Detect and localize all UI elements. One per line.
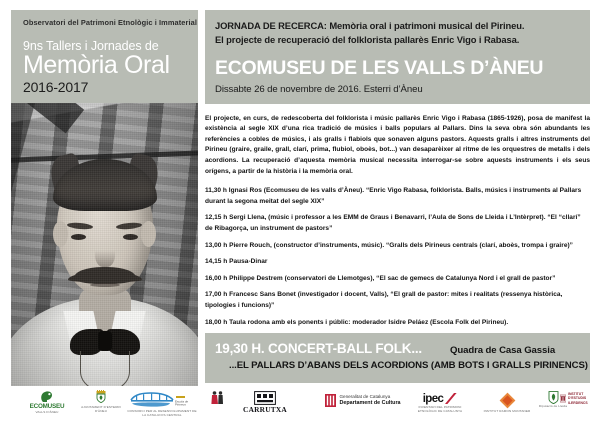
photo-mouth	[90, 283, 120, 287]
dona-figure-icon	[208, 390, 226, 408]
logo-ajuntament-caption: AJUNTAMENT D’ESTERRI D’ÀNEU	[81, 405, 121, 413]
photo-bow-tie-knot	[98, 331, 112, 351]
logo-consorci	[126, 392, 198, 417]
photo-eye-left	[71, 234, 86, 240]
schedule-item: 14,15 h Pausa-Dinar	[205, 258, 268, 266]
schedule-item: 18,00 h Taula rodona amb els ponents i públic: moderador Isidre Peláez (Escola Folk del Pirineu).	[205, 318, 509, 326]
left-column	[11, 10, 198, 386]
description-paragraph: El projecte, en curs, de redescoberta del folklorista i músic pallarès Enric Vigo i Rabasa (1865-1926), posa de manifest la existència al segle XIX d’una rica tradició de músics i balls populars al Pallars. Dins la seva obra són abundants les referències a cobles de músics, i als gralls i flabiols que sonaven alguns pastors. Aquests gralls i altres instruments del Pirineu (graire, graile, grall, clarí, prima, flubiol, oboès, bot...) van desaparèixer al ritme de les orquestres de metalls i dels acordions. La recuperació d’aquesta memòria musical necessita interrogar-se sobre aquests instruments i els seus orígens, a partir de la història i la memòria oral.	[205, 114, 590, 175]
portrait-photo	[11, 103, 198, 386]
logo-ecomuseu-caption: VALLS D’ÀNEU	[35, 410, 59, 414]
schedule-list	[205, 186, 590, 328]
svg-text:Escola de: Escola de	[175, 399, 189, 404]
photo-nose	[95, 237, 115, 267]
logo-ajuntament	[80, 390, 122, 413]
concert-subtitle: ...EL PALLARS D’ABANS DELS ACORDIONS (AMB BOTS I GRALLS PIRINENCS)	[229, 360, 588, 371]
logo-irmu-caption: INSTITUT RAMON MUNTANER	[483, 409, 531, 413]
schedule-item: 17,00 h Francesc Sans Bonet (investigador i docent, Valls), “El grall de pastor: mites i realitats (ressenya històrica, tipologies i funcions)”	[205, 291, 563, 309]
logo-carrutxa	[236, 391, 294, 414]
left-title-panel	[11, 10, 198, 103]
schedule-item: 12,15 h Sergi Llena, (músic i professor a les EMM de Graus i Benavarri, l’Aula de Sons de Lleida i L’Intèrpret). “El “cllarí” de Ribagorça, un instrument de pastors”	[205, 214, 581, 233]
years-label: 2016-2017	[23, 78, 89, 95]
concert-headline-row	[215, 341, 580, 356]
schedule-item: 11,30 h Ignasi Ros (Ecomuseu de les valls d’Àneu). “Enric Vigo Rabasa, folklorista. Balls, músics i instruments al Pallars durant la segona meitat del segle XIX”	[205, 187, 582, 205]
concert-venue: Quadra de Casa Gassia	[449, 345, 556, 356]
logo-ecomuseu-name: ECOMUSEU	[29, 403, 65, 410]
header-panel	[205, 10, 590, 104]
logo-iei-caption: INSTITUT D’ESTUDIS ILERDENCS	[568, 392, 588, 405]
event-date: Dissabte 26 de novembre de 2016. Esterri d’Àneu	[215, 83, 423, 95]
logo-ecomuseu	[22, 390, 72, 415]
photo-ear-left	[53, 221, 68, 247]
page-title: Memòria Oral	[23, 51, 170, 80]
logo-consorci-caption: CONSORCI PER AL DESENVOLUPAMENT DE LA CATALUNYA CENTRAL	[127, 409, 197, 417]
right-column	[205, 10, 590, 334]
carrutxa-mark-icon	[254, 391, 276, 405]
series-label: 9ns Tallers i Jornades de	[23, 39, 159, 54]
logo-generalitat-caption: Departament de Cultura	[339, 399, 401, 406]
ecomuseu-tree-icon	[39, 390, 55, 403]
logo-generalitat-name: Generalitat de Catalunya	[339, 394, 391, 400]
diputacio-crest-icon	[548, 391, 559, 404]
ajuntament-crest-icon	[94, 390, 108, 405]
schedule-item: 16,00 h Philippe Destrem (conservatori de Llemotges), “El sac de gemecs de Catalunya Nord i el grall de pastor”	[205, 274, 556, 282]
photo-ear-right	[141, 221, 156, 247]
irmu-diamond-icon	[499, 392, 516, 409]
logo-generalitat	[318, 394, 408, 407]
sponsor-logo-strip	[0, 390, 600, 424]
logo-diputacio-caption: Diputació de Lleida	[538, 404, 568, 408]
header-line-1: JORNADA DE RECERCA: Memòria oral i patrimoni musical del Pirineu.	[215, 20, 525, 31]
logo-ipec-caption: INVENTARI DEL PATRIMONI ETNOLÒGIC DE CATALUNYA	[417, 405, 463, 413]
logo-ipec-name: ipec	[422, 393, 444, 405]
generalitat-shield-icon	[325, 394, 336, 407]
observatory-label: Observatori del Patrimoni Etnològic i Immaterial	[23, 18, 198, 27]
logo-iei	[560, 392, 598, 405]
photo-chain	[80, 351, 130, 386]
photo-eye-right	[123, 234, 138, 240]
iei-building-icon	[560, 392, 566, 405]
header-line-2: El projecte de recuperació del folklorista pallarès Enric Vigo i Rabasa.	[215, 33, 520, 45]
svg-text:Pirineus: Pirineus	[175, 402, 186, 407]
logo-irmu	[476, 392, 538, 414]
ipec-swoosh-icon	[444, 393, 457, 405]
photo-moustache	[74, 267, 136, 284]
consorci-bridge-boat-icon	[129, 392, 195, 409]
schedule-item: 13,00 h Pierre Rouch, (constructor d’instruments, músic). “Gralls dels Pirineus centrals (clarí, aboès, trompa i graire)”	[205, 241, 573, 249]
concert-title: 19,30 H. CONCERT-BALL FOLK...	[215, 341, 422, 356]
logo-ipec	[413, 393, 467, 413]
logo-carrutxa-name: CARRUTXA	[243, 405, 287, 414]
logo-dona	[202, 390, 232, 409]
venue-title: ECOMUSEU DE LES VALLS D’ÀNEU	[215, 57, 544, 80]
concert-band	[205, 333, 590, 383]
